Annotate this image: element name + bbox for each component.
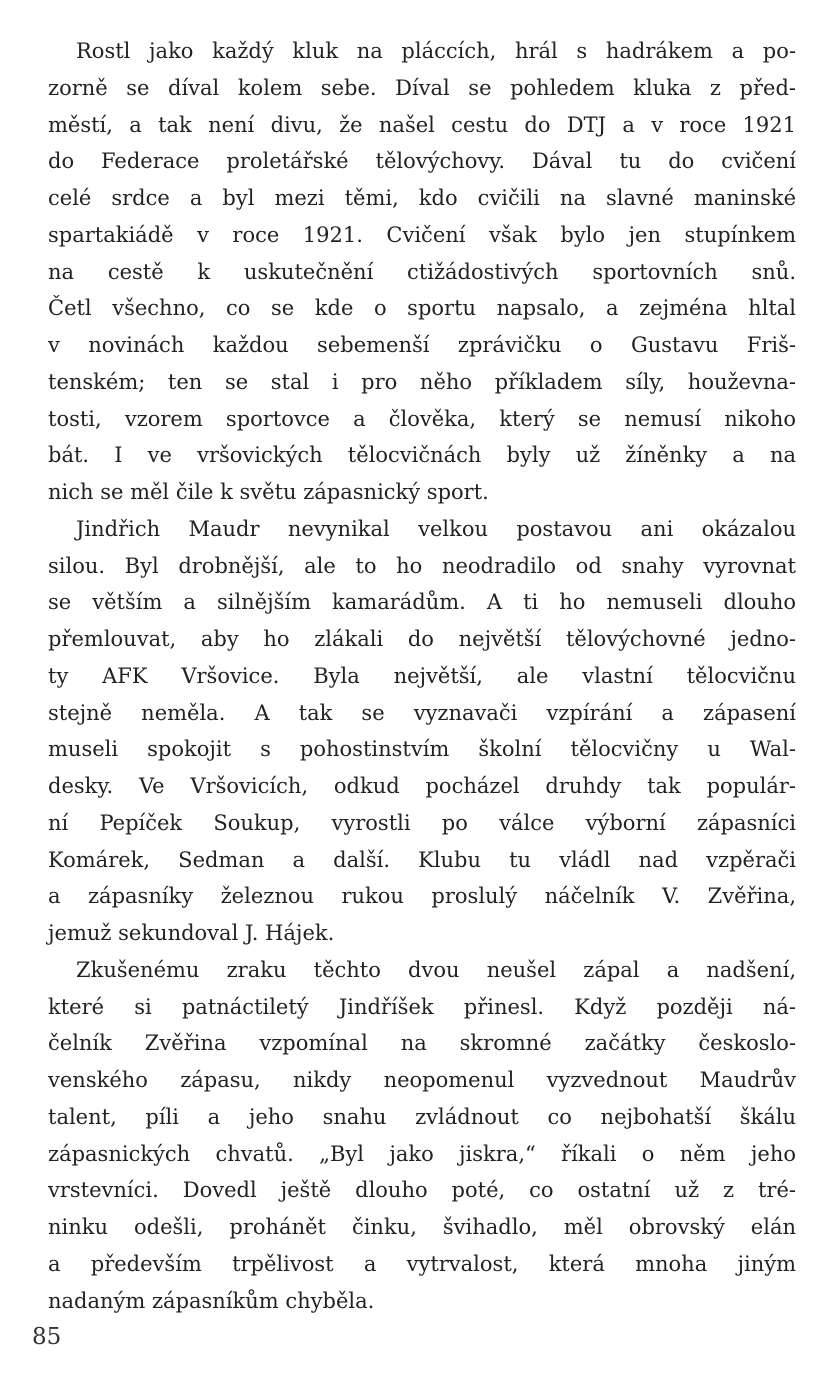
text-line: nich se měl čile k světu zápasnický sport. <box>48 480 489 504</box>
text-line: venského zápasu, nikdy neopomenul vyzvednout Maudrův <box>48 1068 796 1092</box>
text-line: desky. Ve Vršovicích, odkud pocházel druhdy tak populár- <box>48 774 796 798</box>
text-line: Četl všechno, co se kde o sportu napsalo, a zejména hltal <box>48 296 796 321</box>
text-line: bát. I ve vršovických tělocvičnách byly už žíněnky a na <box>48 443 796 468</box>
text-line: spartakiádě v roce 1921. Cvičení však bylo jen stupínkem <box>48 222 796 247</box>
text-line: ty AFK Vršovice. Byla největší, ale vlastní tělocvičnu <box>48 663 796 688</box>
text-line: tosti, vzorem sportovce a člověka, který se nemusí nikoho <box>48 406 796 431</box>
text-line: se větším a silnějším kamarádům. A ti ho nemuseli dlouho <box>48 590 796 615</box>
text-line: jemuž sekundoval J. Hájek. <box>48 921 335 945</box>
text-line: vrstevníci. Dovedl ještě dlouho poté, co ostatní už z tré- <box>48 1178 796 1203</box>
text-line: a především trpělivost a vytrvalost, která mnoha jiným <box>48 1251 796 1276</box>
text-line: ninku odešli, prohánět činku, švihadlo, měl obrovský elán <box>48 1215 796 1239</box>
page-number: 85 <box>32 1324 62 1350</box>
text-line: které si patnáctiletý Jindříšek přinesl. Když později ná- <box>48 994 796 1019</box>
text-line: přemlouvat, aby ho zlákali do největší tělovýchovné jedno- <box>48 627 796 651</box>
page-body <box>48 33 796 1319</box>
text-line: stejně neměla. A tak se vyznavači vzpírání a zápasení <box>48 700 796 725</box>
paragraph-2 <box>48 511 796 952</box>
text-line: zorně se díval kolem sebe. Díval se pohledem kluka z před- <box>48 75 796 100</box>
text-line: ní Pepíček Soukup, vyrostli po válce výborní zápasníci <box>48 810 796 835</box>
text-line: do Federace proletářské tělovýchovy. Dával tu do cvičení <box>48 149 796 174</box>
paragraph-1 <box>48 33 796 511</box>
text-line: talent, píli a jeho snahu zvládnout co nejbohatší škálu <box>48 1104 796 1129</box>
text-line: nadaným zápasníkům chyběla. <box>48 1288 375 1313</box>
text-line: čelník Zvěřina vzpomínal na skromné začátky českoslo- <box>48 1031 796 1056</box>
text-line: celé srdce a byl mezi těmi, kdo cvičili na slavné maninské <box>48 186 796 210</box>
paragraph-3 <box>48 952 796 1320</box>
text-line: tenském; ten se stal i pro něho příkladem síly, houževna- <box>48 369 796 394</box>
text-line: museli spokojit s pohostinstvím školní tělocvičny u Wal- <box>48 737 796 762</box>
text-line: na cestě k uskutečnění ctižádostivých sportovních snů. <box>48 259 796 284</box>
text-line: Komárek, Sedman a další. Klubu tu vládl nad vzpěrači <box>48 847 796 872</box>
text-line: Jindřich Maudr nevynikal velkou postavou ani okázalou <box>76 516 796 541</box>
text-line: zápasnických chvatů. „Byl jako jiskra,“ říkali o něm jeho <box>48 1141 796 1166</box>
text-line: Zkušenému zraku těchto dvou neušel zápal a nadšení, <box>76 957 796 982</box>
text-line: Rostl jako každý kluk na pláccích, hrál s hadrákem a po- <box>76 39 796 63</box>
text-line: městí, a tak není divu, že našel cestu do DTJ a v roce 1921 <box>48 112 796 137</box>
text-line: silou. Byl drobnější, ale to ho neodradilo od snahy vyrovnat <box>48 553 796 578</box>
text-line: v novinách každou sebemenší zprávičku o Gustavu Friš- <box>48 333 796 357</box>
text-line: a zápasníky železnou rukou proslulý náčelník V. Zvěřina, <box>48 884 796 909</box>
